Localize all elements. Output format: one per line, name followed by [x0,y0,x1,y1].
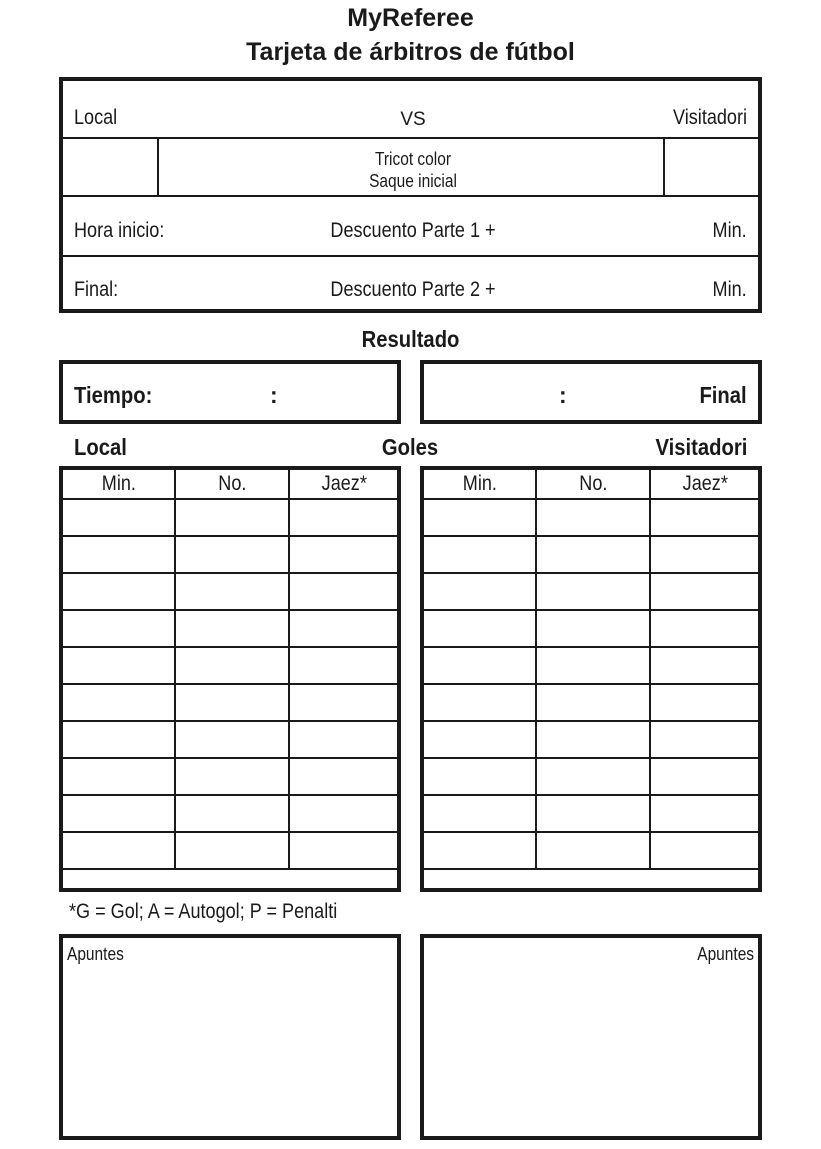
home-goal-minute-cell[interactable] [62,721,175,758]
notes-left-box [59,934,401,1140]
final-label: Final [699,382,747,408]
halftime-separator: : [270,382,278,408]
away-team-label: Visitadori [673,106,747,129]
away-goals-box [420,466,762,892]
away-number-header: No. [536,469,650,499]
start-time-label: Hora inicio: [74,219,165,242]
goals-away-label: Visitadori [655,434,747,460]
notes-left-label: Apuntes [67,944,124,964]
home-goal-number-cell[interactable] [175,499,289,536]
home-goal-type-cell[interactable] [289,573,400,610]
vs-label: VS [400,109,426,130]
home-team-label: Local [74,106,118,129]
home-goal-row [62,721,400,758]
away-goal-minute-cell[interactable] [423,610,536,647]
away-goal-type-cell[interactable] [650,684,761,721]
away-goal-minute-cell[interactable] [423,499,536,536]
away-goal-row [423,795,761,832]
home-goal-type-cell[interactable] [289,536,400,573]
away-goal-number-cell[interactable] [536,758,650,795]
jersey-color-label: Tricot color [374,149,451,169]
home-goal-minute-cell[interactable] [62,832,175,869]
away-goal-minute-cell[interactable] [423,721,536,758]
away-goal-type-cell[interactable] [650,499,761,536]
home-goal-minute-cell[interactable] [62,573,175,610]
away-goal-row [423,758,761,795]
away-goal-number-cell[interactable] [536,536,650,573]
away-goal-type-cell[interactable] [650,721,761,758]
away-goal-number-cell[interactable] [536,832,650,869]
away-goal-number-cell[interactable] [536,684,650,721]
away-goal-minute-cell[interactable] [423,758,536,795]
brand-title: MyReferee [347,4,474,32]
kickoff-label: Saque inicial [369,171,457,191]
away-goal-type-cell[interactable] [650,610,761,647]
home-goal-row [62,647,400,684]
extra-time-1-label: Descuento Parte 1 + [330,219,496,242]
away-goal-row [423,721,761,758]
card-title: Tarjeta de árbitros de fútbol [246,38,575,66]
extra-time-1-min-label: Min. [712,219,747,242]
home-goal-number-cell[interactable] [175,684,289,721]
home-goal-row [62,832,400,869]
home-goal-number-cell[interactable] [175,610,289,647]
home-goal-minute-cell[interactable] [62,684,175,721]
home-number-header: No. [175,469,289,499]
home-goal-minute-cell[interactable] [62,795,175,832]
home-goal-row [62,610,400,647]
away-goal-row [423,499,761,536]
home-goal-type-cell[interactable] [289,721,400,758]
extra-time-2-label: Descuento Parte 2 + [330,278,496,301]
home-goal-row [62,536,400,573]
away-goal-row [423,610,761,647]
home-goals-table [61,468,401,870]
away-goal-minute-cell[interactable] [423,832,536,869]
home-goal-row [62,684,400,721]
away-goal-minute-cell[interactable] [423,647,536,684]
away-goal-number-cell[interactable] [536,610,650,647]
final-separator: : [559,382,567,408]
goals-heading: Goles [381,434,439,460]
away-goal-number-cell[interactable] [536,499,650,536]
halftime-label: Tiempo: [74,382,153,408]
home-goal-number-cell[interactable] [175,758,289,795]
away-type-header: Jaez* [650,469,761,499]
away-goal-type-cell[interactable] [650,795,761,832]
home-goal-row [62,758,400,795]
home-goal-number-cell[interactable] [175,795,289,832]
home-goal-type-cell[interactable] [289,684,400,721]
away-goal-number-cell[interactable] [536,647,650,684]
home-goal-minute-cell[interactable] [62,647,175,684]
home-goal-minute-cell[interactable] [62,610,175,647]
final-score-box [420,360,762,424]
away-goals-table [422,468,762,870]
home-goal-minute-cell[interactable] [62,758,175,795]
notes-right-box [420,934,762,1140]
home-goal-type-cell[interactable] [289,647,400,684]
home-goal-number-cell[interactable] [175,536,289,573]
home-goal-minute-cell[interactable] [62,499,175,536]
home-goal-number-cell[interactable] [175,647,289,684]
match-info-box [59,77,762,313]
home-goal-type-cell[interactable] [289,832,400,869]
home-goal-row [62,795,400,832]
away-goal-type-cell[interactable] [650,758,761,795]
away-goal-row [423,832,761,869]
away-goal-row [423,647,761,684]
home-goal-number-cell[interactable] [175,573,289,610]
away-goal-number-cell[interactable] [536,795,650,832]
away-goal-number-cell[interactable] [536,721,650,758]
result-heading: Resultado [361,326,460,352]
halftime-score-box [59,360,401,424]
home-goal-type-cell[interactable] [289,795,400,832]
away-goal-minute-cell[interactable] [423,573,536,610]
home-goal-type-cell[interactable] [289,758,400,795]
away-min-header: Min. [423,469,536,499]
away-goal-number-cell[interactable] [536,573,650,610]
home-goal-row [62,499,400,536]
home-goal-number-cell[interactable] [175,832,289,869]
home-goal-type-cell[interactable] [289,499,400,536]
notes-right-label: Apuntes [697,944,754,964]
away-goal-row [423,684,761,721]
away-goal-minute-cell[interactable] [423,536,536,573]
home-goal-minute-cell[interactable] [62,536,175,573]
home-goal-number-cell[interactable] [175,721,289,758]
extra-time-2-min-label: Min. [712,278,747,301]
away-goal-type-cell[interactable] [650,647,761,684]
goal-type-legend: *G = Gol; A = Autogol; P = Penalti [69,900,338,923]
away-goal-row [423,573,761,610]
away-goal-type-cell[interactable] [650,832,761,869]
home-goal-row [62,573,400,610]
home-type-header: Jaez* [289,469,400,499]
goals-home-label: Local [74,434,127,460]
away-goal-minute-cell[interactable] [423,795,536,832]
end-time-label: Final: [74,278,119,301]
away-goal-row [423,536,761,573]
home-goal-type-cell[interactable] [289,610,400,647]
away-goal-type-cell[interactable] [650,573,761,610]
home-min-header: Min. [62,469,175,499]
home-goals-box [59,466,401,892]
away-goal-type-cell[interactable] [650,536,761,573]
away-goal-minute-cell[interactable] [423,684,536,721]
